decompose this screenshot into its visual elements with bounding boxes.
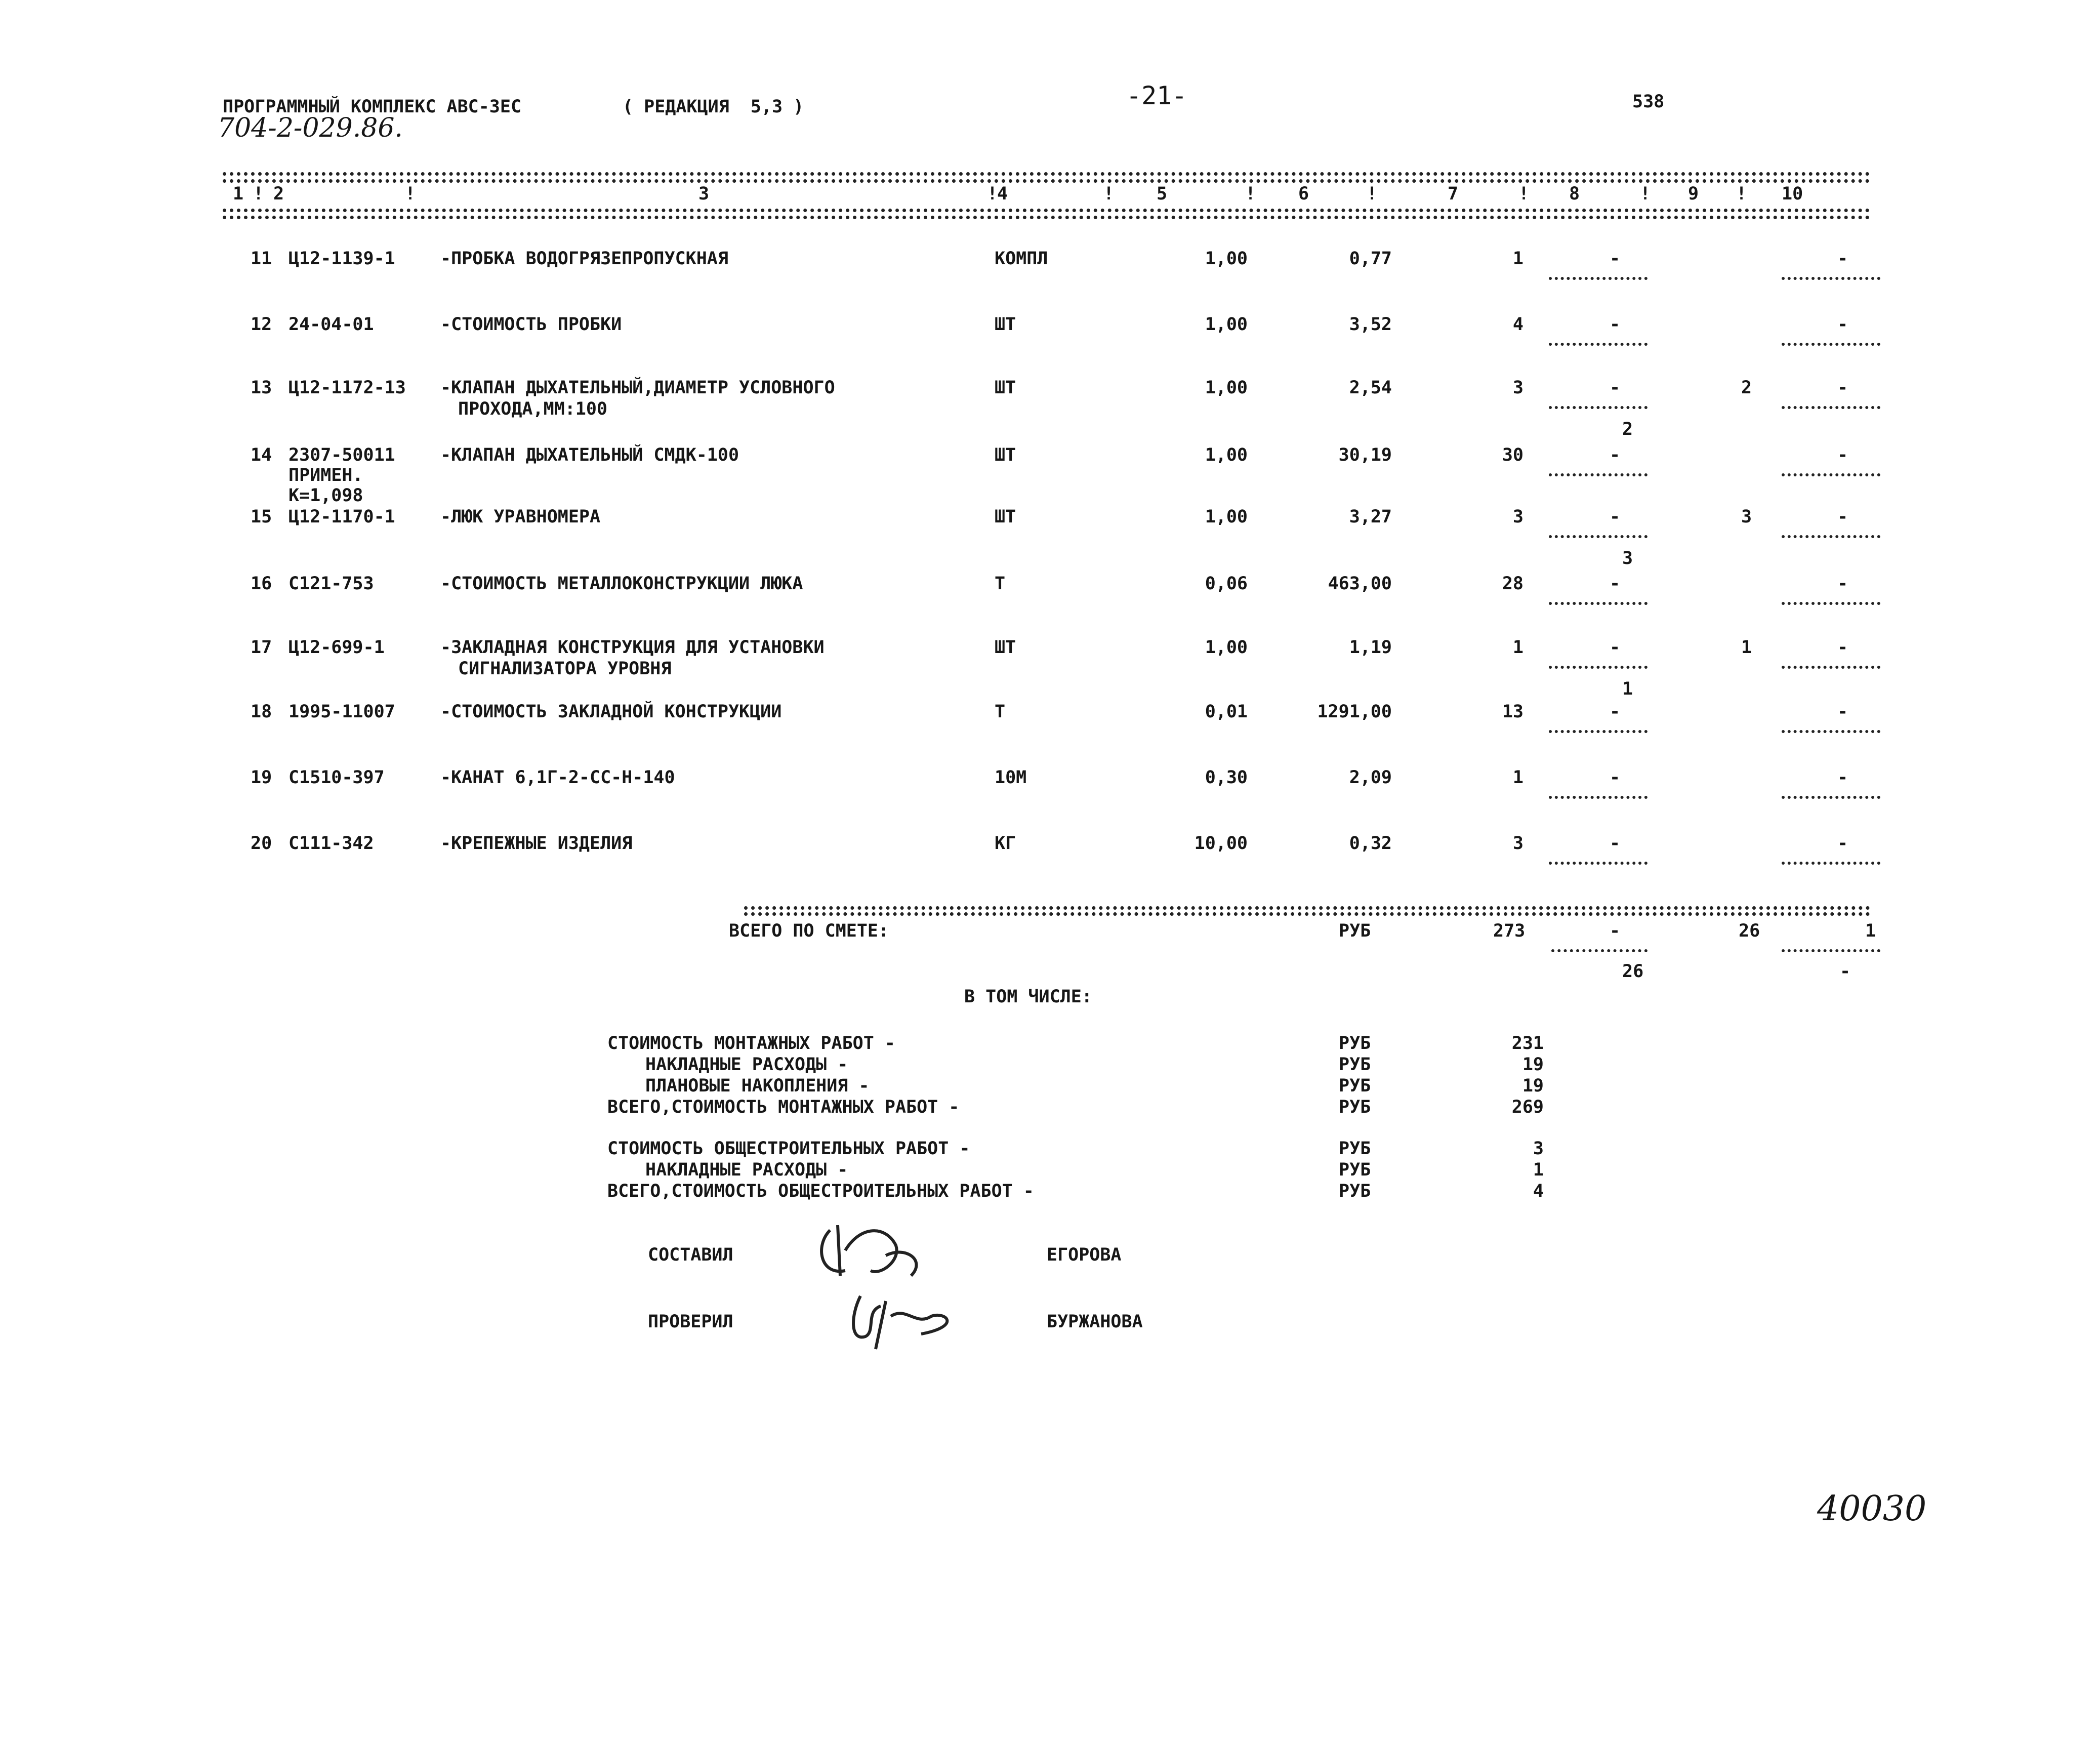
row-col8: 4 <box>1512 314 1523 335</box>
row-unit: 10М <box>995 767 1027 788</box>
row-code: С111-342 <box>289 833 374 854</box>
total-unit: РУБ <box>1339 921 1371 941</box>
row-col9-rule <box>1549 862 1648 865</box>
row-name: -КРЕПЕЖНЫЕ ИЗДЕЛИЯ <box>440 833 633 854</box>
row-col11: - <box>1837 249 1848 269</box>
summary-label: СТОИМОСТЬ ОБЩЕСТРОИТЕЛЬНЫХ РАБОТ - <box>607 1139 970 1159</box>
row-col11: - <box>1837 702 1848 722</box>
row-col11-rule <box>1782 535 1880 538</box>
total-rule-2 <box>744 912 1870 916</box>
column-separator: ! <box>1245 184 1256 204</box>
row-col11-rule <box>1782 343 1880 346</box>
summary-unit: РУБ <box>1339 1097 1371 1117</box>
row-price: 0,77 <box>1349 249 1392 269</box>
row-col11-rule <box>1782 406 1880 409</box>
row-code: Ц12-699-1 <box>289 637 385 658</box>
column-header-4: 4 <box>997 184 1008 204</box>
summary-value: 19 <box>1522 1076 1544 1096</box>
column-separator: ! <box>1367 184 1378 204</box>
row-col9-rule <box>1549 602 1648 605</box>
row-unit: Т <box>995 702 1006 722</box>
total-col8: 273 <box>1493 921 1526 941</box>
row-col9: - <box>1610 445 1621 465</box>
row-col8: 1 <box>1512 637 1523 658</box>
page-number: -21- <box>1126 81 1187 110</box>
row-code-note: ПРИМЕН. <box>289 465 363 485</box>
table-header-rule-2 <box>223 216 1870 219</box>
row-number: 18 <box>251 702 272 722</box>
total-col11b: - <box>1840 961 1851 982</box>
summary-value: 1 <box>1533 1160 1544 1180</box>
project-code: 704-2-029.86. <box>218 113 403 143</box>
column-separator: ! <box>1103 184 1115 204</box>
row-col11: - <box>1837 378 1848 398</box>
summary-unit: РУБ <box>1339 1033 1371 1053</box>
row-col11: - <box>1837 314 1848 335</box>
row-price: 30,19 <box>1338 445 1392 465</box>
row-name: -ПРОБКА ВОДОГРЯЗЕПРОПУСКНАЯ <box>440 249 728 269</box>
column-separator: ! <box>987 184 998 204</box>
row-col9-rule <box>1549 277 1648 280</box>
row-code: Ц12-1139-1 <box>289 249 395 269</box>
row-col9-rule <box>1549 730 1648 733</box>
row-name: -КАНАТ 6,1Г-2-СС-Н-140 <box>440 767 675 788</box>
row-col8: 3 <box>1512 378 1523 398</box>
column-header-9: 9 <box>1688 184 1699 204</box>
row-number: 15 <box>251 507 272 527</box>
row-name: -КЛАПАН ДЫХАТЕЛЬНЫЙ,ДИАМЕТР УСЛОВНОГО <box>440 378 835 398</box>
row-col11-rule <box>1782 473 1880 476</box>
column-header-2: 2 <box>273 184 284 204</box>
summary-unit: РУБ <box>1339 1139 1371 1159</box>
total-col10: 26 <box>1739 921 1760 941</box>
row-col9: - <box>1610 249 1621 269</box>
row-code: С1510-397 <box>289 767 385 788</box>
row-code: С121-753 <box>289 574 374 594</box>
row-col8: 3 <box>1512 507 1523 527</box>
column-header-10: 10 <box>1782 184 1803 204</box>
row-name: -КЛАПАН ДЫХАТЕЛЬНЫЙ СМДК-100 <box>440 445 739 465</box>
row-col11: - <box>1837 833 1848 854</box>
row-col9: - <box>1610 833 1621 854</box>
row-number: 16 <box>251 574 272 594</box>
row-col9: - <box>1610 767 1621 788</box>
row-col11: - <box>1837 637 1848 658</box>
row-col11-rule <box>1782 277 1880 280</box>
row-col11-rule <box>1782 602 1880 605</box>
row-quantity: 1,00 <box>1205 507 1248 527</box>
column-header-1: 1 <box>233 184 244 204</box>
row-price: 1291,00 <box>1317 702 1392 722</box>
row-number: 13 <box>251 378 272 398</box>
row-number: 17 <box>251 637 272 658</box>
row-name: -СТОИМОСТЬ ПРОБКИ <box>440 314 622 335</box>
row-col9-rule <box>1549 406 1648 409</box>
row-price: 2,09 <box>1349 767 1392 788</box>
summary-value: 231 <box>1511 1033 1544 1053</box>
row-number: 19 <box>251 767 272 788</box>
summary-label: СТОИМОСТЬ МОНТАЖНЫХ РАБОТ - <box>607 1033 895 1053</box>
table-top-rule <box>223 172 1870 176</box>
compiled-label: СОСТАВИЛ <box>648 1245 733 1265</box>
total-col9-rule <box>1551 949 1648 952</box>
summary-unit: РУБ <box>1339 1076 1371 1096</box>
row-col9-rule <box>1549 535 1648 538</box>
total-label: ВСЕГО ПО СМЕТЕ: <box>729 921 889 941</box>
row-price: 2,54 <box>1349 378 1392 398</box>
row-col9: - <box>1610 314 1621 335</box>
row-col8: 3 <box>1512 833 1523 854</box>
row-col9: - <box>1610 574 1621 594</box>
summary-unit: РУБ <box>1339 1181 1371 1201</box>
row-price: 0,32 <box>1349 833 1392 854</box>
row-quantity: 1,00 <box>1205 637 1248 658</box>
sheet-number: 538 <box>1632 92 1665 112</box>
row-name: -СТОИМОСТЬ ЗАКЛАДНОЙ КОНСТРУКЦИИ <box>440 702 782 722</box>
row-number: 20 <box>251 833 272 854</box>
row-col11-rule <box>1782 730 1880 733</box>
row-col10: 3 <box>1741 507 1752 527</box>
summary-value: 19 <box>1522 1055 1544 1075</box>
row-col9: - <box>1610 378 1621 398</box>
summary-unit: РУБ <box>1339 1160 1371 1180</box>
column-header-7: 7 <box>1448 184 1459 204</box>
row-quantity: 0,30 <box>1205 767 1248 788</box>
row-col10: 1 <box>1741 637 1752 658</box>
row-unit: КОМПЛ <box>995 249 1048 269</box>
row-col10: 2 <box>1741 378 1752 398</box>
row-col9-sub: 2 <box>1622 419 1633 439</box>
row-code: 24-04-01 <box>289 314 374 335</box>
total-col9b: 26 <box>1622 961 1644 982</box>
row-name-continued: СИГНАЛИЗАТОРА УРОВНЯ <box>458 659 672 679</box>
row-code: Ц12-1172-13 <box>289 378 406 398</box>
row-quantity: 1,00 <box>1205 378 1248 398</box>
row-unit: Т <box>995 574 1006 594</box>
row-number: 11 <box>251 249 272 269</box>
column-separator: ! <box>1736 184 1747 204</box>
summary-label: НАКЛАДНЫЕ РАСХОДЫ - <box>645 1055 848 1075</box>
row-col11: - <box>1837 445 1848 465</box>
row-quantity: 1,00 <box>1205 249 1248 269</box>
row-unit: ШТ <box>995 314 1016 335</box>
row-quantity: 1,00 <box>1205 314 1248 335</box>
row-col8: 1 <box>1512 249 1523 269</box>
row-code: 2307-50011 <box>289 445 395 465</box>
compiled-name: ЕГОРОВА <box>1047 1245 1122 1265</box>
row-code: 1995-11007 <box>289 702 395 722</box>
summary-value: 3 <box>1533 1139 1544 1159</box>
row-price: 3,52 <box>1349 314 1392 335</box>
row-unit: ШТ <box>995 445 1016 465</box>
row-col11: - <box>1837 574 1848 594</box>
column-header-8: 8 <box>1569 184 1580 204</box>
row-unit: КГ <box>995 833 1016 854</box>
summary-value: 4 <box>1533 1181 1544 1201</box>
row-number: 14 <box>251 445 272 465</box>
row-quantity: 0,06 <box>1205 574 1248 594</box>
row-price: 1,19 <box>1349 637 1392 658</box>
row-name: -ЛЮК УРАВНОМЕРА <box>440 507 601 527</box>
table-top-rule-2 <box>223 179 1870 183</box>
archive-number: 40030 <box>1817 1489 1927 1529</box>
row-col11: - <box>1837 507 1848 527</box>
column-separator: ! <box>405 184 416 204</box>
row-col11: - <box>1837 767 1848 788</box>
summary-label: ВСЕГО,СТОИМОСТЬ МОНТАЖНЫХ РАБОТ - <box>607 1097 960 1117</box>
row-col9: - <box>1610 637 1621 658</box>
program-title: ПРОГРАММНЫЙ КОМПЛЕКС АВС-3ЕС <box>223 97 522 117</box>
table-header-rule <box>223 209 1870 212</box>
row-col11-rule <box>1782 862 1880 865</box>
row-code-coef: К=1,098 <box>289 485 363 506</box>
row-col11-rule <box>1782 796 1880 799</box>
row-number: 12 <box>251 314 272 335</box>
row-col8: 1 <box>1512 767 1523 788</box>
row-unit: ШТ <box>995 378 1016 398</box>
column-separator: ! <box>253 184 264 204</box>
checked-label: ПРОВЕРИЛ <box>648 1312 733 1332</box>
total-col9: - <box>1610 921 1621 941</box>
row-unit: ШТ <box>995 637 1016 658</box>
row-col9: - <box>1610 702 1621 722</box>
summary-value: 269 <box>1511 1097 1544 1117</box>
row-name: -ЗАКЛАДНАЯ КОНСТРУКЦИЯ ДЛЯ УСТАНОВКИ <box>440 637 825 658</box>
signature-checked-icon <box>845 1286 977 1352</box>
row-col8: 28 <box>1502 574 1523 594</box>
row-quantity: 0,01 <box>1205 702 1248 722</box>
summary-label: ВСЕГО,СТОИМОСТЬ ОБЩЕСТРОИТЕЛЬНЫХ РАБОТ - <box>607 1181 1034 1201</box>
row-col9-rule <box>1549 666 1648 669</box>
summary-label: НАКЛАДНЫЕ РАСХОДЫ - <box>645 1160 848 1180</box>
row-col9-rule <box>1549 473 1648 476</box>
total-col11: 1 <box>1865 921 1876 941</box>
row-col9-sub: 1 <box>1622 679 1633 699</box>
row-col8: 30 <box>1502 445 1523 465</box>
column-header-3: 3 <box>698 184 710 204</box>
row-price: 3,27 <box>1349 507 1392 527</box>
row-col9-rule <box>1549 796 1648 799</box>
row-col11-rule <box>1782 666 1880 669</box>
row-code: Ц12-1170-1 <box>289 507 395 527</box>
row-col8: 13 <box>1502 702 1523 722</box>
column-header-6: 6 <box>1298 184 1309 204</box>
column-separator: ! <box>1518 184 1530 204</box>
summary-unit: РУБ <box>1339 1055 1371 1075</box>
row-quantity: 1,00 <box>1205 445 1248 465</box>
row-unit: ШТ <box>995 507 1016 527</box>
including-label: В ТОМ ЧИСЛЕ: <box>964 987 1092 1007</box>
total-col11-rule <box>1782 949 1880 952</box>
column-separator: ! <box>1640 184 1651 204</box>
summary-label: ПЛАНОВЫЕ НАКОПЛЕНИЯ - <box>645 1076 870 1096</box>
signature-compiled-icon <box>810 1215 931 1286</box>
total-rule <box>744 906 1870 910</box>
row-col9-rule <box>1549 343 1648 346</box>
row-name-continued: ПРОХОДА,ММ:100 <box>458 399 608 419</box>
row-quantity: 10,00 <box>1194 833 1248 854</box>
column-header-5: 5 <box>1157 184 1168 204</box>
row-col9: - <box>1610 507 1621 527</box>
row-price: 463,00 <box>1328 574 1392 594</box>
row-name: -СТОИМОСТЬ МЕТАЛЛОКОНСТРУКЦИИ ЛЮКА <box>440 574 803 594</box>
checked-name: БУРЖАНОВА <box>1047 1312 1143 1332</box>
row-col9-sub: 3 <box>1622 548 1633 569</box>
edition-label: ( РЕДАКЦИЯ 5,3 ) <box>623 97 804 117</box>
